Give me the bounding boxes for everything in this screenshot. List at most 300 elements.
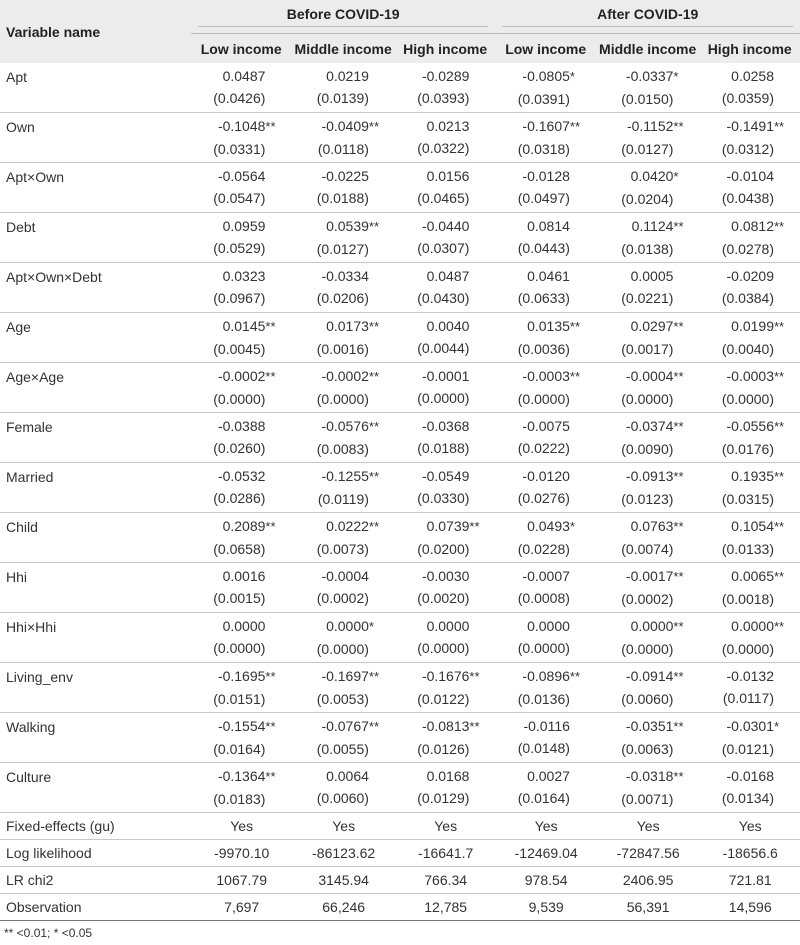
coef-cell: 0.0222** (0.0073) [291,513,395,563]
coef-cell: 0.0539** (0.0127) [291,213,395,263]
std-error: (0.0060) [621,691,674,707]
stats-row [0,867,800,894]
stat-value: -86123.62 [291,840,395,867]
stat-value: Yes [291,813,395,840]
stat-label: Observation [0,894,191,921]
coef-value: 0.0064 [326,768,369,784]
coef-cell [596,263,700,313]
coef-cell: -0.0374** (0.0090) [596,413,700,463]
std-error: (0.0000) [417,640,470,656]
coef-value: -0.0913 [625,468,674,484]
coef-value: 0.0000 [630,618,674,634]
coef-value: -0.1152 [626,118,674,134]
std-error: (0.0119) [317,491,369,507]
table-row [0,263,800,313]
coef-value: 0.0156 [426,168,470,184]
row-label: Female [0,413,191,463]
std-error: (0.0117) [722,690,774,706]
std-error: (0.0015) [213,590,266,606]
coef-cell: -0.0896** (0.0136) [495,663,595,713]
std-error: (0.0044) [417,340,470,356]
coef-value: -0.0318 [625,768,674,784]
coef-value: -0.0001 [421,368,470,384]
std-error: (0.0183) [213,791,266,807]
coef-cell: -0.0003** (0.0000) [699,363,800,413]
stat-value: 56,391 [596,894,700,921]
coef-value: -0.0003 [522,368,570,384]
coef-value: -0.0805 [522,68,570,84]
stat-value: 7,697 [191,894,291,921]
coef-value: 0.0016 [222,568,266,584]
coef-cell [191,263,291,313]
coef-cell: -0.0337* (0.0150) [596,63,700,113]
coef-cell: 0.2089** (0.0658) [191,513,291,563]
std-error: (0.0260) [213,440,266,456]
row-label: Hhi×Hhi [0,613,191,663]
std-error: (0.0000) [213,640,266,656]
std-error: (0.0393) [417,90,470,106]
row-label: Child [0,513,191,563]
coef-cell: -0.0813** (0.0126) [395,713,496,763]
table-row [0,363,800,413]
coef-value: -0.0896 [522,668,570,684]
coef-cell: -0.1695** (0.0151) [191,663,291,713]
stat-value: 1067.79 [191,867,291,894]
coef-cell [395,263,496,313]
coef-cell: -0.1364** (0.0183) [191,763,291,813]
coef-cell: -0.0002** (0.0000) [291,363,395,413]
coef-value: 0.0739 [426,518,470,534]
coef-cell: -0.0913** (0.0123) [596,463,700,513]
std-error: (0.0139) [316,90,369,106]
coef-cell: 0.0297** (0.0017) [596,313,700,363]
subheader-0: Low income [191,34,291,64]
coef-cell: 0.1124** (0.0138) [596,213,700,263]
row-label: Age [0,313,191,363]
coef-cell [699,763,800,813]
std-error: (0.0071) [621,791,674,807]
std-error: (0.0497) [517,190,570,206]
stat-value: 766.34 [395,867,496,894]
coef-cell [291,563,395,613]
std-error: (0.0322) [417,140,470,156]
coef-value: 0.1935 [731,468,774,484]
std-error: (0.0465) [417,190,470,206]
coef-value: 0.0539 [326,218,369,234]
stat-value: Yes [699,813,800,840]
row-label: Apt [0,63,191,113]
coef-value: -0.0301 [726,718,774,734]
coef-value: -0.0104 [726,168,774,184]
coef-value: -0.1364 [217,768,266,784]
table-row [0,113,800,163]
table-row [0,613,800,663]
table-row [0,213,800,263]
coef-value: 0.0168 [426,768,470,784]
std-error: (0.0222) [517,440,570,456]
coef-value: -0.1607 [522,118,570,134]
std-error: (0.0000) [517,640,570,656]
stat-value: -16641.7 [395,840,496,867]
std-error: (0.0134) [721,790,774,806]
std-error: (0.0118) [317,141,369,157]
std-error: (0.0529) [213,240,266,256]
coef-value: 0.0222 [326,518,369,534]
std-error: (0.0020) [417,590,470,606]
coef-cell [495,763,595,813]
std-error: (0.0278) [721,241,774,257]
row-label: Age×Age [0,363,191,413]
std-error: (0.0000) [621,391,674,407]
coef-value: -0.1554 [217,718,266,734]
stat-value: 9,539 [495,894,595,921]
coef-value: 0.0027 [527,768,570,784]
coef-value: 0.0000 [527,618,570,634]
stat-value: Yes [395,813,496,840]
coef-value: 0.0005 [630,268,674,284]
std-error: (0.0000) [213,391,266,407]
coef-value: 0.0000 [222,618,266,634]
subheader-1: Middle income [291,34,395,64]
table-row [0,413,800,463]
row-label: Apt×Own×Debt [0,263,191,313]
coef-value: 0.0213 [426,118,470,134]
coef-value: 0.0461 [527,268,570,284]
std-error: (0.0000) [316,391,369,407]
stat-value: 14,596 [699,894,800,921]
header-after-covid: After COVID-19 [495,0,800,34]
stats-row [0,813,800,840]
coef-value: -0.1695 [217,668,266,684]
table-row [0,163,800,213]
table-row [0,713,800,763]
coef-value: -0.1676 [421,668,470,684]
coef-value: 0.0000 [326,618,369,634]
coef-cell: -0.0017** (0.0002) [596,563,700,613]
std-error: (0.0188) [417,440,470,456]
coef-value: 0.0420 [630,168,674,184]
coef-cell: -0.1607** (0.0318) [495,113,595,163]
coef-value: -0.0003 [726,368,774,384]
std-error: (0.0000) [417,390,470,406]
coef-cell [495,713,595,763]
table-row [0,763,800,813]
coef-value: -0.0007 [522,568,570,584]
std-error: (0.0055) [316,741,369,757]
stat-value: -12469.04 [495,840,595,867]
coef-cell [191,413,291,463]
std-error: (0.0016) [316,341,369,357]
coef-value: -0.0004 [625,368,674,384]
coef-cell: -0.0409** (0.0118) [291,113,395,163]
coef-cell: 0.0135** (0.0036) [495,313,595,363]
std-error: (0.0002) [621,591,674,607]
coef-cell: 0.0173** (0.0016) [291,313,395,363]
std-error: (0.0000) [721,641,774,657]
std-error: (0.0318) [517,141,570,157]
coef-value: -0.0225 [321,168,369,184]
std-error: (0.0000) [721,391,774,407]
stat-label: LR chi2 [0,867,191,894]
coef-cell: -0.0004** (0.0000) [596,363,700,413]
coef-value: 0.0959 [222,218,266,234]
std-error: (0.0090) [621,441,674,457]
table-row [0,63,800,113]
coef-cell: 0.1054** (0.0133) [699,513,800,563]
coef-cell: -0.1676** (0.0122) [395,663,496,713]
coef-cell [291,63,395,113]
row-label: Culture [0,763,191,813]
std-error: (0.0188) [316,190,369,206]
row-label: Apt×Own [0,163,191,213]
coef-cell: 0.0763** (0.0074) [596,513,700,563]
coef-value: 0.1124 [631,218,674,234]
coef-cell [191,613,291,663]
std-error: (0.0133) [721,541,774,557]
stat-value: Yes [596,813,700,840]
coef-value: -0.0017 [625,568,674,584]
coef-value: -0.0289 [421,68,470,84]
coef-value: -0.0132 [726,668,774,684]
coef-value: -0.0532 [217,468,266,484]
coef-cell [395,463,496,513]
std-error: (0.0150) [621,91,674,107]
coef-value: 0.2089 [222,518,266,534]
std-error: (0.0000) [621,641,674,657]
std-error: (0.0633) [517,290,570,306]
table-row [0,563,800,613]
std-error: (0.0547) [213,190,266,206]
coef-value: 0.0000 [426,618,470,634]
coef-cell [191,463,291,513]
stat-value: -9970.10 [191,840,291,867]
stat-value: -18656.6 [699,840,800,867]
coef-value: -0.1697 [321,668,369,684]
coef-cell: 0.0493* (0.0228) [495,513,595,563]
stats-row [0,840,800,867]
stat-value: Yes [191,813,291,840]
coef-cell [395,213,496,263]
coef-value: -0.0564 [217,168,266,184]
coef-value: 0.0258 [731,68,774,84]
row-label: Walking [0,713,191,763]
coef-value: -0.0576 [321,418,369,434]
coef-cell: 0.0199** (0.0040) [699,313,800,363]
std-error: (0.0312) [721,141,774,157]
coef-value: -0.0388 [217,418,266,434]
coef-cell: -0.0002** (0.0000) [191,363,291,413]
subheader-2: High income [395,34,496,64]
table-row [0,513,800,563]
std-error: (0.0063) [621,741,674,757]
coef-cell [495,263,595,313]
std-error: (0.0073) [316,541,369,557]
subheader-3: Low income [495,34,595,64]
header-variable-name: Variable name [0,0,191,63]
row-label: Living_env [0,663,191,713]
coef-value: 0.0763 [630,518,674,534]
coef-value: 0.0812 [731,218,774,234]
coef-cell: -0.0805* (0.0391) [495,63,595,113]
std-error: (0.0002) [316,590,369,606]
std-error: (0.0008) [517,590,570,606]
subheader-4: Middle income [596,34,700,64]
std-error: (0.0176) [721,441,774,457]
coef-value: -0.0337 [625,68,674,84]
coef-value: -0.1491 [726,118,774,134]
coef-cell [495,163,595,213]
coef-cell: 0.0000** (0.0000) [699,613,800,663]
row-label: Married [0,463,191,513]
coef-value: -0.1048 [217,118,266,134]
coef-cell: 0.0145** (0.0045) [191,313,291,363]
coef-cell: -0.0556** (0.0176) [699,413,800,463]
coef-value: 0.0199 [731,318,774,334]
table-row [0,663,800,713]
coef-value: 0.0145 [222,318,266,334]
table-row [0,313,800,363]
coef-cell [191,563,291,613]
std-error: (0.0017) [621,341,674,357]
coef-cell: -0.0914** (0.0060) [596,663,700,713]
coef-cell [699,163,800,213]
stat-value: 978.54 [495,867,595,894]
coef-value: 0.1054 [731,518,774,534]
stat-value: 721.81 [699,867,800,894]
coef-value: -0.1255 [321,468,369,484]
coef-cell: -0.0301* (0.0121) [699,713,800,763]
std-error: (0.0040) [721,341,774,357]
coef-cell: -0.1491** (0.0312) [699,113,800,163]
coef-cell [699,63,800,113]
coef-cell [191,213,291,263]
std-error: (0.0330) [417,490,470,506]
coef-cell [699,663,800,713]
coef-cell: -0.1697** (0.0053) [291,663,395,713]
coef-value: -0.0334 [321,268,369,284]
stat-value: 66,246 [291,894,395,921]
std-error: (0.0438) [721,190,774,206]
std-error: (0.0127) [621,141,674,157]
coef-cell: 0.0000* (0.0000) [291,613,395,663]
coef-value: -0.0128 [522,168,570,184]
coef-value: -0.0209 [726,268,774,284]
std-error: (0.0123) [621,491,674,507]
coef-value: -0.0368 [421,418,470,434]
coef-cell [395,363,496,413]
std-error: (0.0307) [417,240,470,256]
coef-value: 0.0000 [731,618,774,634]
coef-cell: 0.0000** (0.0000) [596,613,700,663]
stats-row [0,894,800,921]
coef-value: -0.0549 [421,468,470,484]
coef-cell [699,263,800,313]
coef-cell: -0.1554** (0.0164) [191,713,291,763]
std-error: (0.0045) [213,341,266,357]
coef-cell: 0.0812** (0.0278) [699,213,800,263]
row-label: Debt [0,213,191,263]
coef-cell: 0.0739** (0.0200) [395,513,496,563]
std-error: (0.0148) [517,740,570,756]
coef-value: -0.0440 [421,218,470,234]
std-error: (0.0000) [517,391,570,407]
coef-value: -0.0409 [321,118,369,134]
std-error: (0.0127) [316,241,369,257]
coef-value: -0.0075 [522,418,570,434]
coef-cell [395,763,496,813]
std-error: (0.0121) [721,741,774,757]
coef-cell: 0.0065** (0.0018) [699,563,800,613]
std-error: (0.0136) [517,691,570,707]
coef-value: 0.0493 [527,518,570,534]
coef-cell [395,563,496,613]
coef-value: -0.0374 [625,418,674,434]
std-error: (0.0286) [213,490,266,506]
coef-value: -0.0004 [321,568,369,584]
coef-cell: -0.1255** (0.0119) [291,463,395,513]
std-error: (0.0083) [316,441,369,457]
std-error: (0.0391) [517,91,570,107]
std-error: (0.0126) [417,741,470,757]
std-error: (0.0967) [213,290,266,306]
coef-value: -0.0767 [321,718,369,734]
std-error: (0.0331) [213,141,266,157]
stat-label: Log likelihood [0,840,191,867]
coef-cell [495,463,595,513]
coef-cell [495,413,595,463]
std-error: (0.0138) [621,241,674,257]
table-row [0,463,800,513]
stat-value: -72847.56 [596,840,700,867]
std-error: (0.0018) [721,591,774,607]
std-error: (0.0430) [417,290,470,306]
coef-cell: -0.0576** (0.0083) [291,413,395,463]
coef-cell: -0.0318** (0.0071) [596,763,700,813]
coef-value: -0.0351 [625,718,674,734]
subheader-5: High income [699,34,800,64]
coef-value: 0.0173 [326,318,369,334]
std-error: (0.0658) [213,541,266,557]
std-error: (0.0276) [517,490,570,506]
header-before-covid: Before COVID-19 [191,0,495,34]
std-error: (0.0060) [316,790,369,806]
stat-label: Fixed-effects (gu) [0,813,191,840]
std-error: (0.0206) [316,290,369,306]
stat-value: 12,785 [395,894,496,921]
stat-value: Yes [495,813,595,840]
std-error: (0.0221) [621,290,674,306]
coef-value: -0.0120 [522,468,570,484]
coef-cell [291,263,395,313]
coef-cell: 0.0420* (0.0204) [596,163,700,213]
stat-value: 3145.94 [291,867,395,894]
stat-value: 2406.95 [596,867,700,894]
coef-value: -0.0556 [726,418,774,434]
std-error: (0.0074) [621,541,674,557]
coef-cell [395,163,496,213]
coef-cell [191,163,291,213]
std-error: (0.0036) [517,341,570,357]
coef-cell [291,763,395,813]
coef-value: 0.0487 [222,68,266,84]
coef-value: 0.0135 [527,318,570,334]
std-error: (0.0228) [517,541,570,557]
std-error: (0.0200) [417,541,470,557]
coef-cell [495,563,595,613]
coef-cell [395,413,496,463]
coef-value: 0.0297 [630,318,674,334]
coef-cell [495,613,595,663]
